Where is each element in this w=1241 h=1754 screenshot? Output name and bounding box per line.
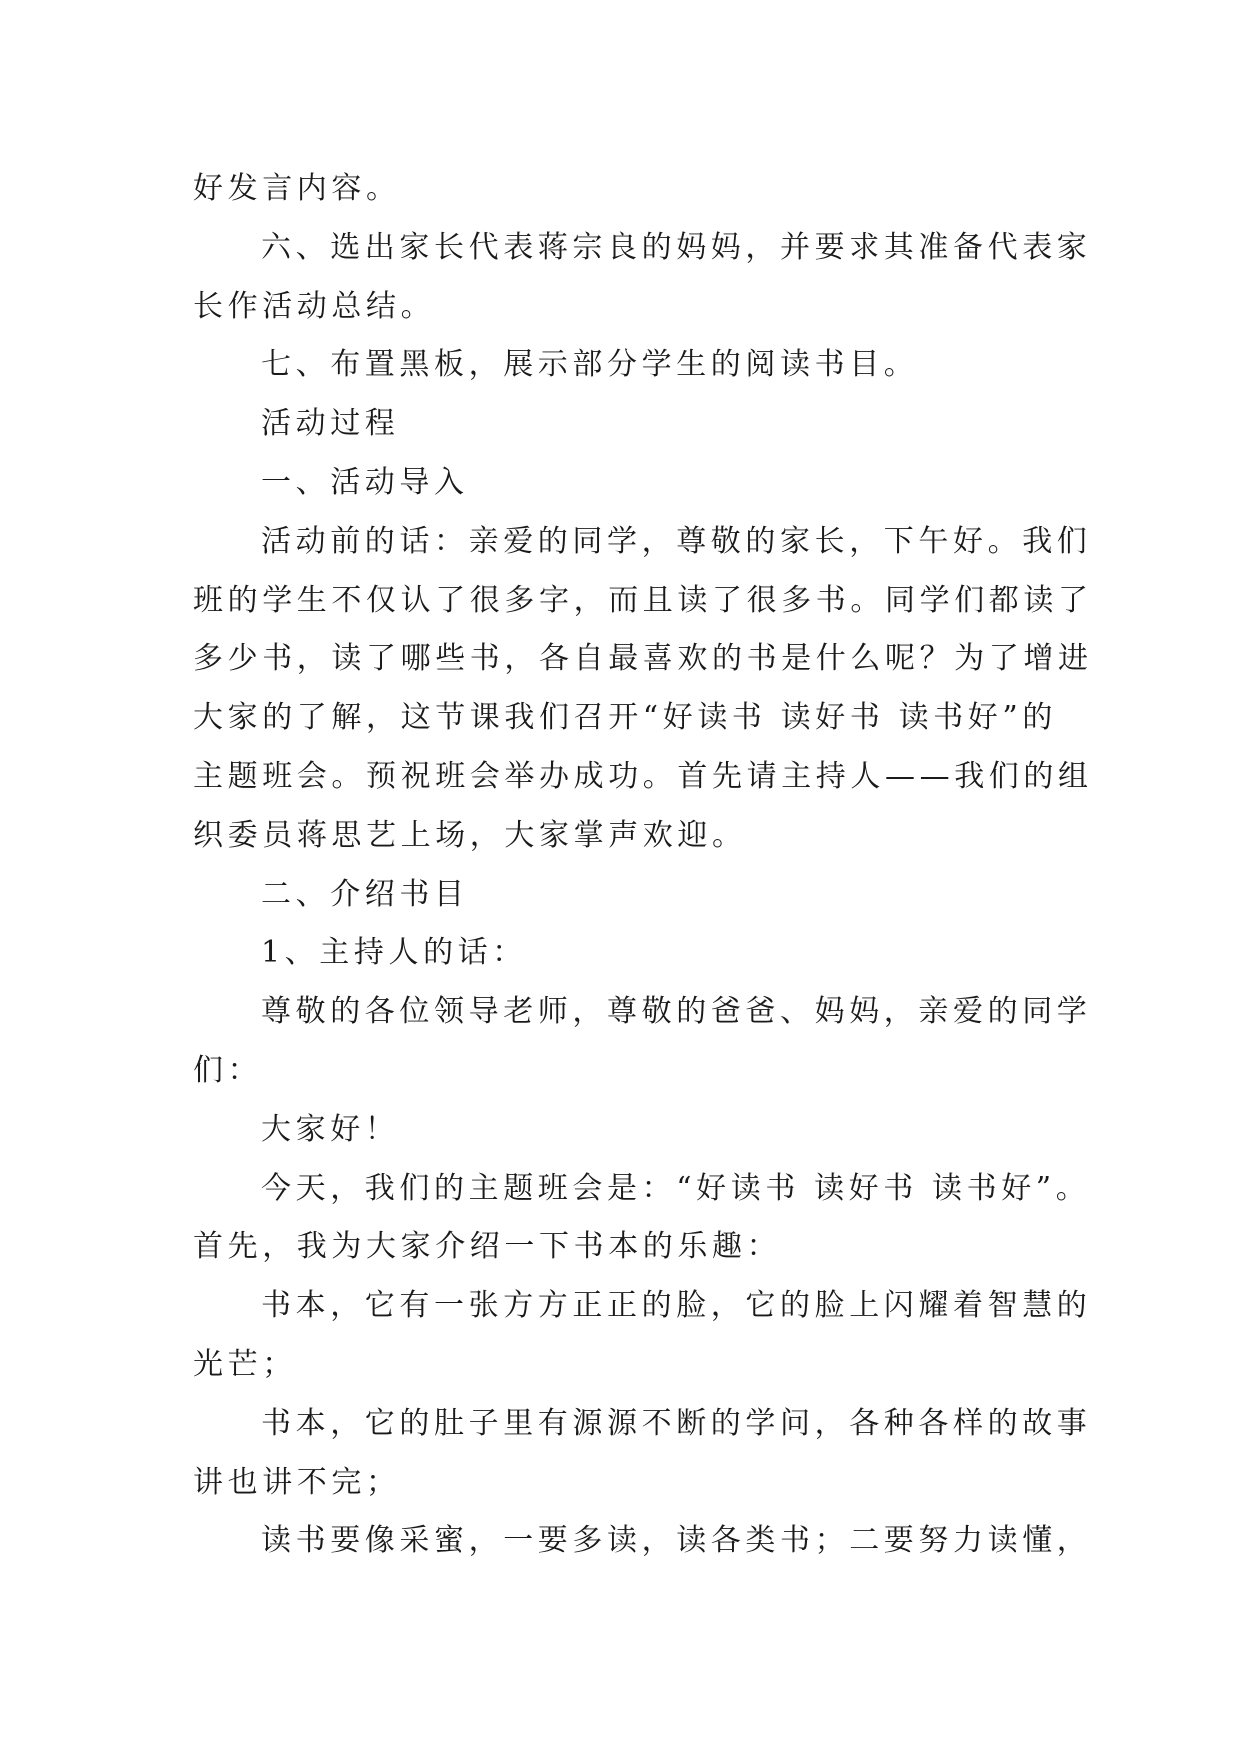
text-line: 读书要像采蜜，一要多读，读各类书；二要努力读懂， <box>261 1523 1092 1559</box>
text-line: 织委员蒋思艺上场，大家掌声欢迎。 <box>193 817 747 853</box>
text-line: 今天，我们的主题班会是：“好读书 读好书 读书好”。 <box>261 1170 1091 1206</box>
text-line: 长作活动总结。 <box>193 288 436 324</box>
document-body <box>193 160 1093 1571</box>
text-line: 大家好！ <box>261 1111 400 1147</box>
text-line: 1、主持人的话： <box>261 935 527 971</box>
text-line: 班的学生不仅认了很多字，而且读了很多书。同学们都读了 <box>193 582 1093 618</box>
text-line: 首先，我为大家介绍一下书本的乐趣： <box>193 1229 782 1265</box>
text-line: 多少书，读了哪些书，各自最喜欢的书是什么呢？为了增进 <box>193 641 1093 677</box>
section-heading: 二、介绍书目 <box>261 876 469 912</box>
text-line: 尊敬的各位领导老师，尊敬的爸爸、妈妈，亲爱的同学 <box>261 994 1092 1030</box>
text-line: 七、布置黑板，展示部分学生的阅读书目。 <box>261 347 919 383</box>
text-line: 讲也讲不完； <box>193 1464 401 1500</box>
text-line: 六、选出家长代表蒋宗良的妈妈，并要求其准备代表家 <box>261 229 1092 265</box>
text-line: 书本，它的肚子里有源源不断的学问，各种各样的故事 <box>261 1405 1092 1441</box>
text-line: 活动前的话：亲爱的同学，尊敬的家长，下午好。我们 <box>261 523 1092 559</box>
text-line: 好发言内容。 <box>193 171 401 206</box>
section-heading: 一、活动导入 <box>261 464 469 500</box>
text-line: 们： <box>193 1052 263 1088</box>
text-line: 光芒； <box>193 1346 297 1382</box>
text-line: 书本，它有一张方方正正的脸，它的脸上闪耀着智慧的 <box>261 1288 1092 1324</box>
section-heading: 活动过程 <box>261 406 400 442</box>
text-line: 大家的了解，这节课我们召开“好读书 读好书 读书好”的 <box>193 700 1057 736</box>
text-line: 主题班会。预祝班会举办成功。首先请主持人——我们的组 <box>193 758 1093 794</box>
